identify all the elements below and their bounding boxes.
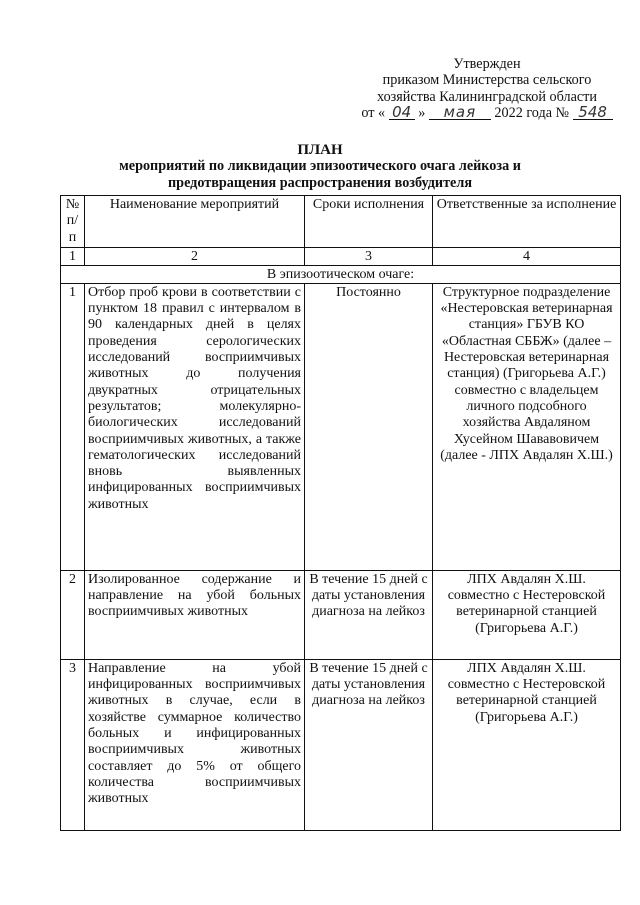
row-measure: Отбор проб крови в соответствии с пунктом 18 правил с интервалом в 90 календарных дней в целях проведения серологических исследований восприимчивых животных до получения двукратных отрицательных результатов; молекулярно-биологических исследований восприимчивых животных, а также гематологических исследований вновь выявленных инфицированных восприимчивых животных	[85, 283, 305, 570]
row-responsible: ЛПХ Авдалян Х.Ш. совместно с Нестеровской ветеринарной станцией (Григорьева А.Г.)	[433, 570, 621, 659]
plan-table	[60, 195, 621, 831]
row-term: Постоянно	[305, 283, 433, 570]
col-number-4: 4	[433, 247, 621, 265]
section-title: В эпизоотическом очаге:	[61, 265, 621, 283]
row-number: 1	[61, 283, 85, 570]
col-number-3: 3	[305, 247, 433, 265]
approval-date-line	[352, 105, 622, 121]
approval-line-3: хозяйства Калининградской области	[377, 88, 597, 105]
table-row	[61, 283, 621, 570]
order-number-handwritten: 548	[573, 106, 613, 120]
header-number: № п/п	[61, 196, 85, 248]
document-subtitle	[0, 158, 640, 192]
header-term: Сроки исполнения	[305, 196, 433, 248]
table-row	[61, 570, 621, 659]
date-prefix: от «	[361, 105, 386, 122]
row-measure: Изолированное содержание и направление на убой больных восприимчивых животных	[85, 570, 305, 659]
date-mid: »	[418, 105, 426, 122]
approval-line-2: приказом Министерства сельского	[382, 72, 592, 89]
date-month-handwritten: мая	[429, 106, 491, 120]
column-number-row	[61, 247, 621, 265]
row-measure: Направление на убой инфицированных восприимчивых животных в случае, если в хозяйстве суммарное количество больных и инфицированных восприимчивых животных составляет до 5% от общего количества восприимчивых животных	[85, 659, 305, 830]
table-header-row	[61, 196, 621, 248]
row-term: В течение 15 дней с даты установления диагноза на лейкоз	[305, 570, 433, 659]
approval-line-1: Утвержден	[453, 56, 521, 72]
header-responsible: Ответственные за исполнение	[433, 196, 621, 248]
section-row	[61, 265, 621, 283]
approval-block	[352, 56, 622, 122]
date-day-handwritten: 04	[389, 106, 415, 120]
document-title: ПЛАН	[297, 142, 343, 158]
row-responsible: ЛПХ Авдалян Х.Ш. совместно с Нестеровской ветеринарной станцией (Григорьева А.Г.)	[433, 659, 621, 830]
subtitle-line-1: мероприятий по ликвидации эпизоотического очага лейкоза и	[119, 158, 521, 174]
date-suffix: 2022 года №	[494, 105, 570, 122]
row-number: 3	[61, 659, 85, 830]
col-number-2: 2	[85, 247, 305, 265]
col-number-1: 1	[61, 247, 85, 265]
header-measure: Наименование мероприятий	[85, 196, 305, 248]
row-responsible: Структурное подразделение «Нестеровская ветеринарная станция» ГБУВ КО «Областная СББЖ» (далее – Нестеровская ветеринарная станция) (Григорьева А.Г.) совместно с владельцем личного подсобного хозяйства Авдаляном Хусейном Шававовичем (далее - ЛПХ Авдалян Х.Ш.)	[433, 283, 621, 570]
subtitle-line-2: предотвращения распространения возбудителя	[168, 175, 472, 191]
table-row	[61, 659, 621, 830]
row-number: 2	[61, 570, 85, 659]
row-term: В течение 15 дней с даты установления диагноза на лейкоз	[305, 659, 433, 830]
